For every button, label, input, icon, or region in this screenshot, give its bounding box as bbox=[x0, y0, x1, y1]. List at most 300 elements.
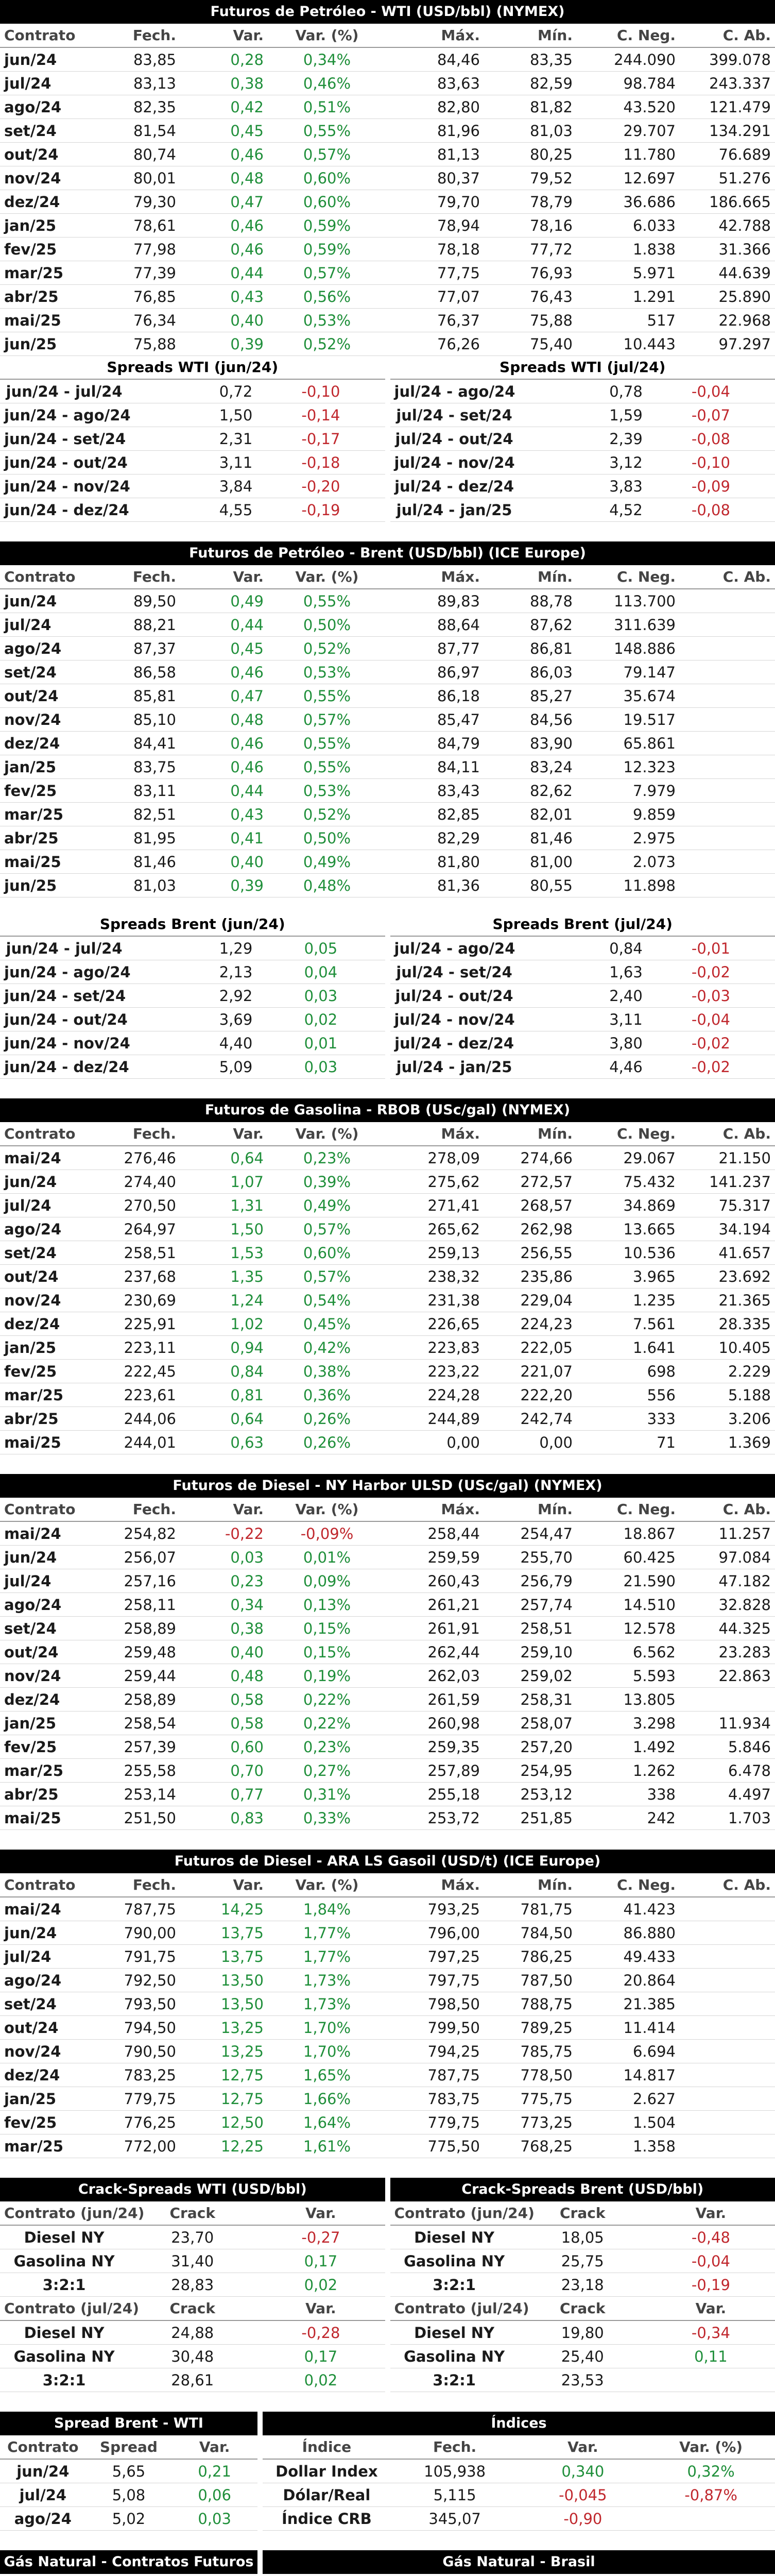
column-header: Máx. bbox=[386, 1498, 484, 1521]
spread-value: 4,40 bbox=[128, 1031, 256, 1055]
table-cell: 85,47 bbox=[386, 708, 484, 732]
table-cell: 556 bbox=[577, 1383, 680, 1407]
table-cell: 0,70 bbox=[180, 1759, 268, 1783]
table-cell: jan/25 bbox=[0, 1336, 88, 1360]
table-cell: mai/25 bbox=[0, 1431, 88, 1454]
table-cell: 87,77 bbox=[386, 637, 484, 660]
table-cell: nov/24 bbox=[0, 1289, 88, 1312]
table-cell: jun/24 bbox=[0, 1921, 88, 1945]
table-cell: 3.206 bbox=[680, 1407, 775, 1431]
crack-wti-title: Crack-Spreads WTI (USD/bbl) bbox=[0, 2178, 385, 2201]
table-cell: 3.298 bbox=[577, 1711, 680, 1735]
spread-row bbox=[0, 960, 385, 984]
column-header: Crack bbox=[128, 2297, 256, 2321]
table-cell: 14,25 bbox=[180, 1897, 268, 1921]
table-cell: 79.147 bbox=[577, 660, 680, 684]
ulsd-title: Futuros de Diesel - NY Harbor ULSD (USc/gal) (NYMEX) bbox=[0, 1474, 775, 1498]
table-cell: 0,15% bbox=[268, 1617, 386, 1640]
table-cell: 75,88 bbox=[484, 309, 577, 332]
spread-row bbox=[0, 1031, 385, 1055]
table-cell: 1.235 bbox=[577, 1289, 680, 1312]
table-row bbox=[0, 2040, 775, 2063]
table-cell bbox=[680, 803, 775, 826]
table-row bbox=[0, 2134, 775, 2158]
table-cell: 258,11 bbox=[88, 1593, 180, 1617]
spread-label: jul/24 - ago/24 bbox=[390, 380, 519, 403]
spread-change: 0,04 bbox=[256, 960, 385, 984]
table-cell: 0,54% bbox=[268, 1289, 386, 1312]
column-header: Var. bbox=[256, 2297, 385, 2321]
table-cell: 256,07 bbox=[88, 1546, 180, 1569]
table-cell: 257,74 bbox=[484, 1593, 577, 1617]
table-cell bbox=[680, 779, 775, 803]
table-row bbox=[0, 95, 775, 119]
table-cell: 224,23 bbox=[484, 1312, 577, 1336]
table-cell: 12.697 bbox=[577, 166, 680, 190]
table-cell: 29.707 bbox=[577, 119, 680, 143]
spread-value: 1,29 bbox=[128, 937, 256, 960]
table-cell: 1.358 bbox=[577, 2134, 680, 2158]
table-row bbox=[0, 1897, 775, 1921]
table-cell: 271,41 bbox=[386, 1194, 484, 1217]
table-cell: 221,07 bbox=[484, 1360, 577, 1383]
table-row bbox=[0, 72, 775, 95]
column-header: Var. bbox=[647, 2297, 775, 2321]
table-cell: 76,43 bbox=[484, 285, 577, 309]
table-cell: 3.965 bbox=[577, 1265, 680, 1289]
spread-change: -0,18 bbox=[256, 451, 385, 474]
table-cell: 791,75 bbox=[88, 1945, 180, 1969]
table-cell: 1,02 bbox=[180, 1312, 268, 1336]
crack-group-header bbox=[0, 2297, 385, 2321]
table-cell: abr/25 bbox=[0, 826, 88, 850]
column-header: Var. bbox=[180, 1873, 268, 1897]
table-cell: 262,44 bbox=[386, 1640, 484, 1664]
column-header: Mín. bbox=[484, 565, 577, 589]
table-cell: 235,86 bbox=[484, 1265, 577, 1289]
spread-row bbox=[0, 1008, 385, 1031]
table-cell: 259,48 bbox=[88, 1640, 180, 1664]
table-cell: 255,70 bbox=[484, 1546, 577, 1569]
spread-change: -0,17 bbox=[256, 427, 385, 451]
table-cell: 75,88 bbox=[88, 332, 180, 356]
table-cell bbox=[680, 589, 775, 613]
table-cell: 11.257 bbox=[680, 1521, 775, 1546]
table-cell: 223,83 bbox=[386, 1336, 484, 1360]
crack-change: 0,17 bbox=[256, 2345, 385, 2368]
table-row bbox=[0, 1383, 775, 1407]
column-header: Máx. bbox=[386, 1122, 484, 1146]
table-cell: 790,50 bbox=[88, 2040, 180, 2063]
table-row bbox=[0, 613, 775, 637]
table-cell: 258,54 bbox=[88, 1711, 180, 1735]
table-cell: 0,46 bbox=[180, 238, 268, 261]
table-cell: 81,46 bbox=[484, 826, 577, 850]
table-cell: 0,22% bbox=[268, 1711, 386, 1735]
spread-change: -0,03 bbox=[647, 984, 775, 1008]
table-cell: 0,27% bbox=[268, 1759, 386, 1783]
spread-bw-table bbox=[0, 2435, 257, 2531]
table-cell: nov/24 bbox=[0, 166, 88, 190]
table-cell: 32.828 bbox=[680, 1593, 775, 1617]
table-cell: 84,56 bbox=[484, 708, 577, 732]
table-row bbox=[0, 1170, 775, 1194]
table-row bbox=[0, 589, 775, 613]
table-row bbox=[0, 2087, 775, 2111]
table-cell: 792,50 bbox=[88, 1969, 180, 1992]
spread-label: jul/24 - out/24 bbox=[390, 427, 519, 451]
spread-label: jun/24 - set/24 bbox=[0, 427, 128, 451]
table-row bbox=[0, 2111, 775, 2134]
table-cell: 76,37 bbox=[386, 309, 484, 332]
table-cell: jan/25 bbox=[0, 755, 88, 779]
table-cell: 0,46 bbox=[180, 660, 268, 684]
table-row bbox=[0, 637, 775, 660]
table-cell: 23.692 bbox=[680, 1265, 775, 1289]
table-cell: 251,85 bbox=[484, 1806, 577, 1830]
table-cell: 83,90 bbox=[484, 732, 577, 755]
table-cell: 5.188 bbox=[680, 1383, 775, 1407]
table-cell: 253,14 bbox=[88, 1783, 180, 1806]
wti-table bbox=[0, 24, 775, 356]
table-cell: 1,24 bbox=[180, 1289, 268, 1312]
table-cell: 242 bbox=[577, 1806, 680, 1830]
table-cell: 261,21 bbox=[386, 1593, 484, 1617]
spread-label: jun/24 - ago/24 bbox=[0, 403, 128, 427]
table-cell: 0,51% bbox=[268, 95, 386, 119]
table-cell: 270,50 bbox=[88, 1194, 180, 1217]
column-header: Var. (%) bbox=[268, 1873, 386, 1897]
table-row bbox=[0, 1992, 775, 2016]
table-cell: 259,35 bbox=[386, 1735, 484, 1759]
column-header: Fech. bbox=[391, 2435, 519, 2459]
table-cell: 0,55% bbox=[268, 755, 386, 779]
table-cell: 9.859 bbox=[577, 803, 680, 826]
table-cell: 0,43 bbox=[180, 285, 268, 309]
table-cell: -0,22 bbox=[180, 1521, 268, 1546]
spread-value: 2,39 bbox=[519, 427, 647, 451]
spread-row bbox=[390, 1008, 775, 1031]
table-cell: 779,75 bbox=[88, 2087, 180, 2111]
table-cell: 83,35 bbox=[484, 47, 577, 72]
table-cell: 5.971 bbox=[577, 261, 680, 285]
table-cell: 86,03 bbox=[484, 660, 577, 684]
column-header: Mín. bbox=[484, 1498, 577, 1521]
table-cell: 13,75 bbox=[180, 1945, 268, 1969]
table-cell: 89,83 bbox=[386, 589, 484, 613]
table-cell: 81,80 bbox=[386, 850, 484, 874]
table-row bbox=[0, 1617, 775, 1640]
table-cell: 21.590 bbox=[577, 1569, 680, 1593]
table-cell: 794,25 bbox=[386, 2040, 484, 2063]
spread-label: jul/24 - dez/24 bbox=[390, 1031, 519, 1055]
table-cell: 81,03 bbox=[484, 119, 577, 143]
wti-section bbox=[0, 0, 775, 522]
table-cell: 7.979 bbox=[577, 779, 680, 803]
table-cell: 77,07 bbox=[386, 285, 484, 309]
spread-row bbox=[390, 380, 775, 403]
column-header-row bbox=[0, 2435, 257, 2459]
table-cell: 0,03 bbox=[171, 2507, 257, 2531]
table-cell: 29.067 bbox=[577, 1146, 680, 1170]
table-cell: -0,87% bbox=[647, 2483, 775, 2507]
table-cell bbox=[680, 613, 775, 637]
table-cell: 13,25 bbox=[180, 2040, 268, 2063]
table-cell: 86,97 bbox=[386, 660, 484, 684]
table-row bbox=[0, 803, 775, 826]
table-cell: 21.150 bbox=[680, 1146, 775, 1170]
table-cell: 0,58 bbox=[180, 1688, 268, 1711]
column-header: Contrato bbox=[0, 1498, 88, 1521]
table-cell: 141.237 bbox=[680, 1170, 775, 1194]
table-cell: 1.291 bbox=[577, 285, 680, 309]
table-cell: 36.686 bbox=[577, 190, 680, 214]
table-cell: 83,11 bbox=[88, 779, 180, 803]
column-header: Fech. bbox=[88, 1873, 180, 1897]
table-cell: 0,46 bbox=[180, 732, 268, 755]
table-cell: 0,42 bbox=[180, 95, 268, 119]
column-header: C. Neg. bbox=[577, 1873, 680, 1897]
table-cell: 83,63 bbox=[386, 72, 484, 95]
table-cell: 0,45 bbox=[180, 119, 268, 143]
table-cell: dez/24 bbox=[0, 1688, 88, 1711]
table-cell: 49.433 bbox=[577, 1945, 680, 1969]
column-header: Var. (%) bbox=[647, 2435, 775, 2459]
table-row bbox=[0, 1217, 775, 1241]
table-cell: jun/24 bbox=[0, 1546, 88, 1569]
crack-label: Diesel NY bbox=[390, 2320, 519, 2345]
table-row bbox=[0, 1711, 775, 1735]
wti-spreads-right-table bbox=[390, 380, 775, 522]
table-row bbox=[0, 119, 775, 143]
table-cell: 275,62 bbox=[386, 1170, 484, 1194]
gn-brasil-title: Gás Natural - Brasil bbox=[263, 2550, 775, 2574]
table-row bbox=[0, 732, 775, 755]
table-cell: 80,01 bbox=[88, 166, 180, 190]
table-cell: 238,32 bbox=[386, 1265, 484, 1289]
table-cell: 80,25 bbox=[484, 143, 577, 166]
table-cell: 253,12 bbox=[484, 1783, 577, 1806]
table-cell: fev/25 bbox=[0, 1360, 88, 1383]
table-cell: 274,40 bbox=[88, 1170, 180, 1194]
table-row bbox=[0, 1569, 775, 1593]
table-cell: 0,49% bbox=[268, 850, 386, 874]
column-header: Máx. bbox=[386, 24, 484, 47]
table-cell: fev/25 bbox=[0, 2111, 88, 2134]
table-cell: 13.665 bbox=[577, 1217, 680, 1241]
table-cell: 0,36% bbox=[268, 1383, 386, 1407]
table-cell: 259,44 bbox=[88, 1664, 180, 1688]
table-cell: 85,27 bbox=[484, 684, 577, 708]
table-cell: 255,18 bbox=[386, 1783, 484, 1806]
table-cell: 776,25 bbox=[88, 2111, 180, 2134]
table-cell: 41.657 bbox=[680, 1241, 775, 1265]
column-header bbox=[391, 2574, 519, 2576]
table-cell: 0,41 bbox=[180, 826, 268, 850]
table-cell: jun/24 bbox=[0, 1170, 88, 1194]
table-cell: Dólar/Real bbox=[263, 2483, 391, 2507]
table-cell: 82,62 bbox=[484, 779, 577, 803]
crack-change: -0,34 bbox=[647, 2320, 775, 2345]
column-header-row bbox=[0, 24, 775, 47]
spread-change: 0,01 bbox=[256, 1031, 385, 1055]
table-cell: 7.561 bbox=[577, 1312, 680, 1336]
column-header: C. Ab. bbox=[680, 565, 775, 589]
spread-change: -0,02 bbox=[647, 960, 775, 984]
table-cell bbox=[680, 684, 775, 708]
spread-change: -0,08 bbox=[647, 498, 775, 522]
table-cell: 5,65 bbox=[86, 2459, 172, 2483]
table-cell: mai/25 bbox=[0, 850, 88, 874]
brent-spreads bbox=[0, 913, 775, 1079]
spread-value: 2,13 bbox=[128, 960, 256, 984]
table-cell: 0,42% bbox=[268, 1336, 386, 1360]
table-cell: 6.694 bbox=[577, 2040, 680, 2063]
table-cell: nov/24 bbox=[0, 708, 88, 732]
gn-brasil-table bbox=[263, 2574, 775, 2576]
table-cell: 223,11 bbox=[88, 1336, 180, 1360]
spread-label: jun/24 - out/24 bbox=[0, 1008, 128, 1031]
table-cell: 0,94 bbox=[180, 1336, 268, 1360]
table-cell: 796,00 bbox=[386, 1921, 484, 1945]
column-header: Var. bbox=[180, 565, 268, 589]
table-cell: -0,045 bbox=[519, 2483, 647, 2507]
table-row bbox=[0, 755, 775, 779]
spread-change: -0,10 bbox=[256, 380, 385, 403]
table-cell: 262,98 bbox=[484, 1217, 577, 1241]
table-cell: 81,96 bbox=[386, 119, 484, 143]
spread-value: 3,69 bbox=[128, 1008, 256, 1031]
crack-value: 28,61 bbox=[128, 2368, 256, 2392]
table-cell: 4.497 bbox=[680, 1783, 775, 1806]
spread-value: 0,72 bbox=[128, 380, 256, 403]
table-cell bbox=[680, 2040, 775, 2063]
table-cell: 41.423 bbox=[577, 1897, 680, 1921]
table-cell: 0,48 bbox=[180, 708, 268, 732]
table-cell: 698 bbox=[577, 1360, 680, 1383]
table-cell: 0,48 bbox=[180, 1664, 268, 1688]
table-cell: 1.369 bbox=[680, 1431, 775, 1454]
table-cell: 224,28 bbox=[386, 1383, 484, 1407]
table-cell: mar/25 bbox=[0, 2134, 88, 2158]
table-row bbox=[0, 1593, 775, 1617]
table-cell: dez/24 bbox=[0, 1312, 88, 1336]
brent-spreads-left-table bbox=[0, 937, 385, 1079]
table-cell bbox=[680, 2134, 775, 2158]
table-cell: 793,25 bbox=[386, 1897, 484, 1921]
table-row bbox=[0, 1360, 775, 1383]
table-cell: 794,50 bbox=[88, 2016, 180, 2040]
table-cell: 0,63 bbox=[180, 1431, 268, 1454]
table-cell: 0,26% bbox=[268, 1431, 386, 1454]
spread-row bbox=[390, 984, 775, 1008]
table-cell: set/24 bbox=[0, 1617, 88, 1640]
table-cell: -0,90 bbox=[519, 2507, 647, 2531]
crack-change: -0,28 bbox=[256, 2320, 385, 2345]
table-cell: 0,57% bbox=[268, 1217, 386, 1241]
table-cell: fev/25 bbox=[0, 238, 88, 261]
table-cell: 60.425 bbox=[577, 1546, 680, 1569]
column-header: Var. bbox=[256, 2201, 385, 2225]
spread-change: -0,20 bbox=[256, 474, 385, 498]
column-header: C. Ab. bbox=[680, 1873, 775, 1897]
table-cell: 81,13 bbox=[386, 143, 484, 166]
spread-change: -0,08 bbox=[647, 427, 775, 451]
table-cell: 260,43 bbox=[386, 1569, 484, 1593]
table-cell: 274,66 bbox=[484, 1146, 577, 1170]
table-cell: set/24 bbox=[0, 119, 88, 143]
spread-value: 0,78 bbox=[519, 380, 647, 403]
spread-row bbox=[0, 403, 385, 427]
table-cell: 34.869 bbox=[577, 1194, 680, 1217]
table-cell: 84,79 bbox=[386, 732, 484, 755]
table-cell: 262,03 bbox=[386, 1664, 484, 1688]
table-row bbox=[0, 238, 775, 261]
table-cell: 229,04 bbox=[484, 1289, 577, 1312]
table-cell: 12,75 bbox=[180, 2063, 268, 2087]
wti-spreads bbox=[0, 356, 775, 522]
table-cell: 0,58 bbox=[180, 1711, 268, 1735]
column-header: Fech. bbox=[88, 1498, 180, 1521]
table-cell: 87,62 bbox=[484, 613, 577, 637]
column-header: Var. bbox=[180, 24, 268, 47]
table-cell: 0,22% bbox=[268, 1688, 386, 1711]
table-cell: mai/25 bbox=[0, 1806, 88, 1830]
table-cell: 787,75 bbox=[88, 1897, 180, 1921]
table-cell: fev/25 bbox=[0, 1735, 88, 1759]
spread-row bbox=[0, 498, 385, 522]
table-cell: 261,91 bbox=[386, 1617, 484, 1640]
crack-label: Gasolina NY bbox=[390, 2345, 519, 2368]
table-cell: 0,06 bbox=[171, 2483, 257, 2507]
table-cell: ago/24 bbox=[0, 2507, 86, 2531]
table-cell: mar/25 bbox=[0, 261, 88, 285]
table-cell: 0,45 bbox=[180, 637, 268, 660]
table-cell bbox=[680, 2087, 775, 2111]
table-cell: 778,50 bbox=[484, 2063, 577, 2087]
column-header: Mín. bbox=[484, 24, 577, 47]
crack-change: -0,48 bbox=[647, 2225, 775, 2249]
crack-value: 23,70 bbox=[128, 2225, 256, 2249]
column-header: Fech. bbox=[88, 1122, 180, 1146]
table-cell: 77,98 bbox=[88, 238, 180, 261]
crack-value: 28,83 bbox=[128, 2273, 256, 2297]
spread-label: jun/24 - set/24 bbox=[0, 984, 128, 1008]
table-cell: 0,57% bbox=[268, 261, 386, 285]
table-cell: 517 bbox=[577, 309, 680, 332]
gasoil-section bbox=[0, 1850, 775, 2158]
table-cell: 84,46 bbox=[386, 47, 484, 72]
table-cell: 83,24 bbox=[484, 755, 577, 779]
spread-row bbox=[0, 474, 385, 498]
spread-change: 0,03 bbox=[256, 984, 385, 1008]
column-header: Fech. bbox=[88, 565, 180, 589]
table-cell: 77,72 bbox=[484, 238, 577, 261]
table-cell: 0,59% bbox=[268, 214, 386, 238]
table-cell: 76,34 bbox=[88, 309, 180, 332]
table-cell: out/24 bbox=[0, 1640, 88, 1664]
table-cell: 88,21 bbox=[88, 613, 180, 637]
table-cell: 42.788 bbox=[680, 214, 775, 238]
column-header: Var. bbox=[519, 2435, 647, 2459]
gasoil-title: Futuros de Diesel - ARA LS Gasoil (USD/t) (ICE Europe) bbox=[0, 1850, 775, 1873]
table-cell: 773,25 bbox=[484, 2111, 577, 2134]
table-cell: 83,75 bbox=[88, 755, 180, 779]
table-row bbox=[0, 2063, 775, 2087]
table-cell: 14.510 bbox=[577, 1593, 680, 1617]
table-cell: 272,57 bbox=[484, 1170, 577, 1194]
table-cell: 345,07 bbox=[391, 2507, 519, 2531]
